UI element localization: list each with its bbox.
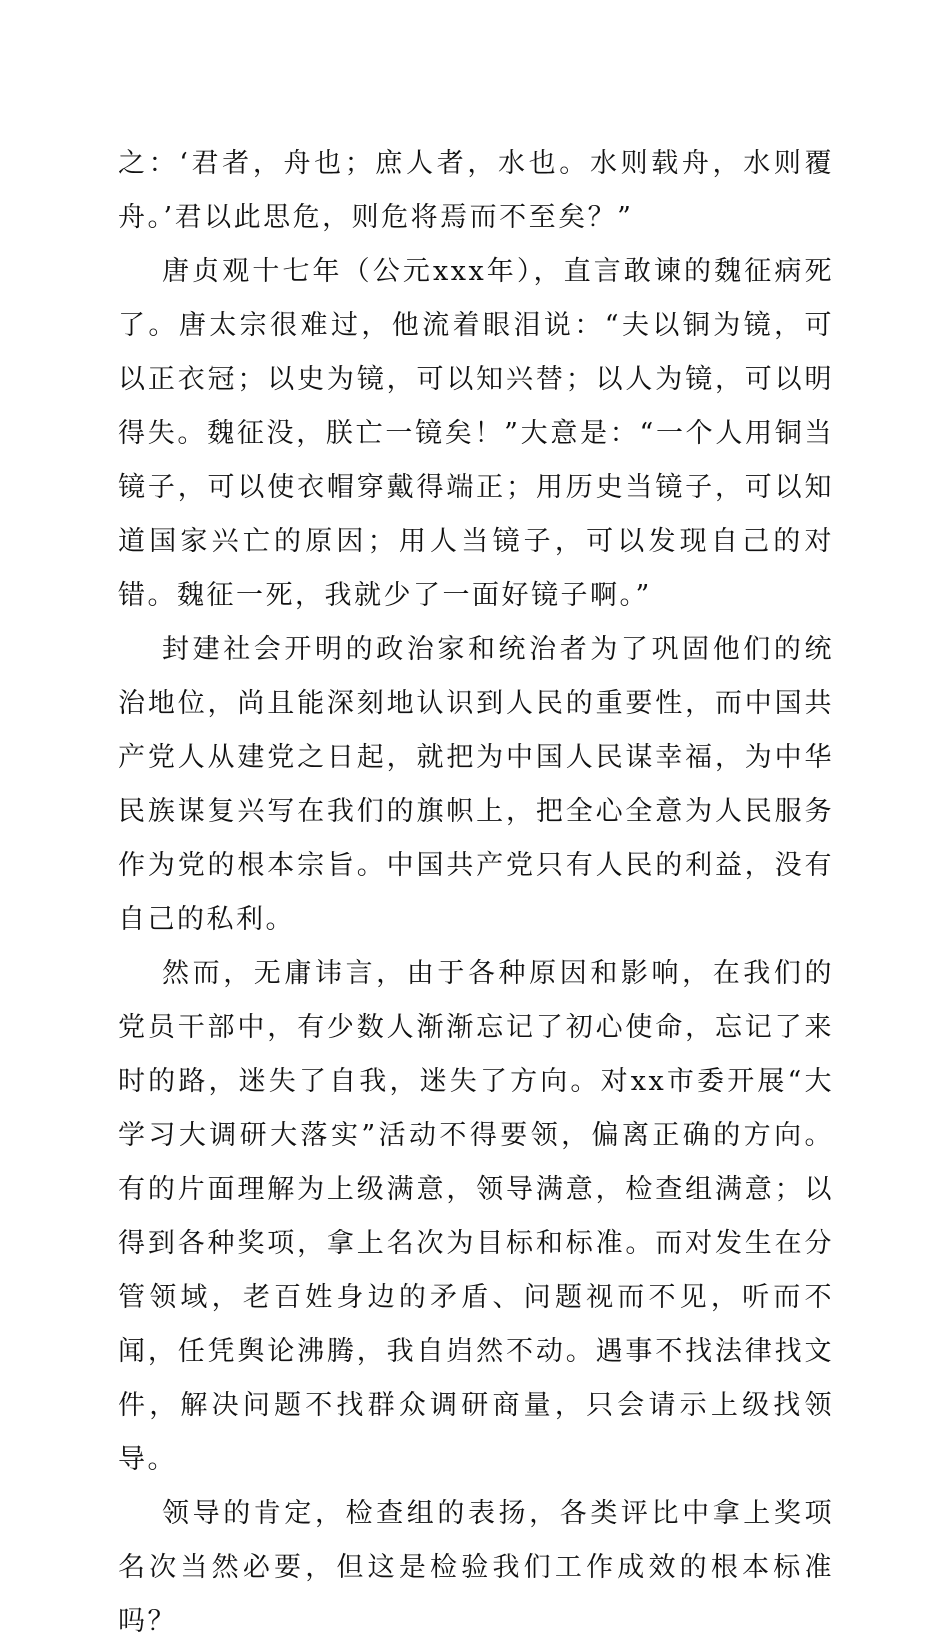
paragraph-question: 领导的肯定，检查组的表扬，各类评比中拿上奖项名次当然必要，但这是检验我们工作成效的根本标准吗？ [118, 1498, 834, 1637]
paragraph-however: 然而，无庸讳言，由于各种原因和影响，在我们的党员干部中，有少数人渐渐忘记了初心使命，忘记了来时的路，迷失了自我，迷失了方向。对xx市委开展“大学习大调研大落实”活动不得要领，偏离正确的方向。有的片面理解为上级满意，领导满意，检查组满意；以得到各种奖项，拿上名次为目标和标准。而对发生在分管领域，老百姓身边的矛盾、问题视而不见，听而不闻，任凭舆论沸腾，我自岿然不动。遇事不找法律找文件，解决问题不找群众调研商量，只会请示上级找领导。 [118, 958, 834, 1475]
document-body [118, 137, 834, 1649]
paragraph-continuation: 之：‘君者，舟也；庶人者，水也。水则载舟，水则覆舟。’君以此思危，则危将焉而不至矣？” [118, 148, 834, 233]
paragraph-wei-zheng: 唐贞观十七年（公元xxx年），直言敢谏的魏征病死了。唐太宗很难过，他流着眼泪说：“夫以铜为镜，可以正衣冠；以史为镜，可以知兴替；以人为镜，可以明得失。魏征没，朕亡一镜矣！”大意是：“一个人用铜当镜子，可以使衣帽穿戴得端正；用历史当镜子，可以知道国家兴亡的原因；用人当镜子，可以发现自己的对错。魏征一死，我就少了一面好镜子啊。” [118, 256, 834, 611]
paragraph-feudal-society: 封建社会开明的政治家和统治者为了巩固他们的统治地位，尚且能深刻地认识到人民的重要性，而中国共产党人从建党之日起，就把为中国人民谋幸福，为中华民族谋复兴写在我们的旗帜上，把全心全意为人民服务作为党的根本宗旨。中国共产党只有人民的利益，没有自己的私利。 [118, 634, 834, 935]
